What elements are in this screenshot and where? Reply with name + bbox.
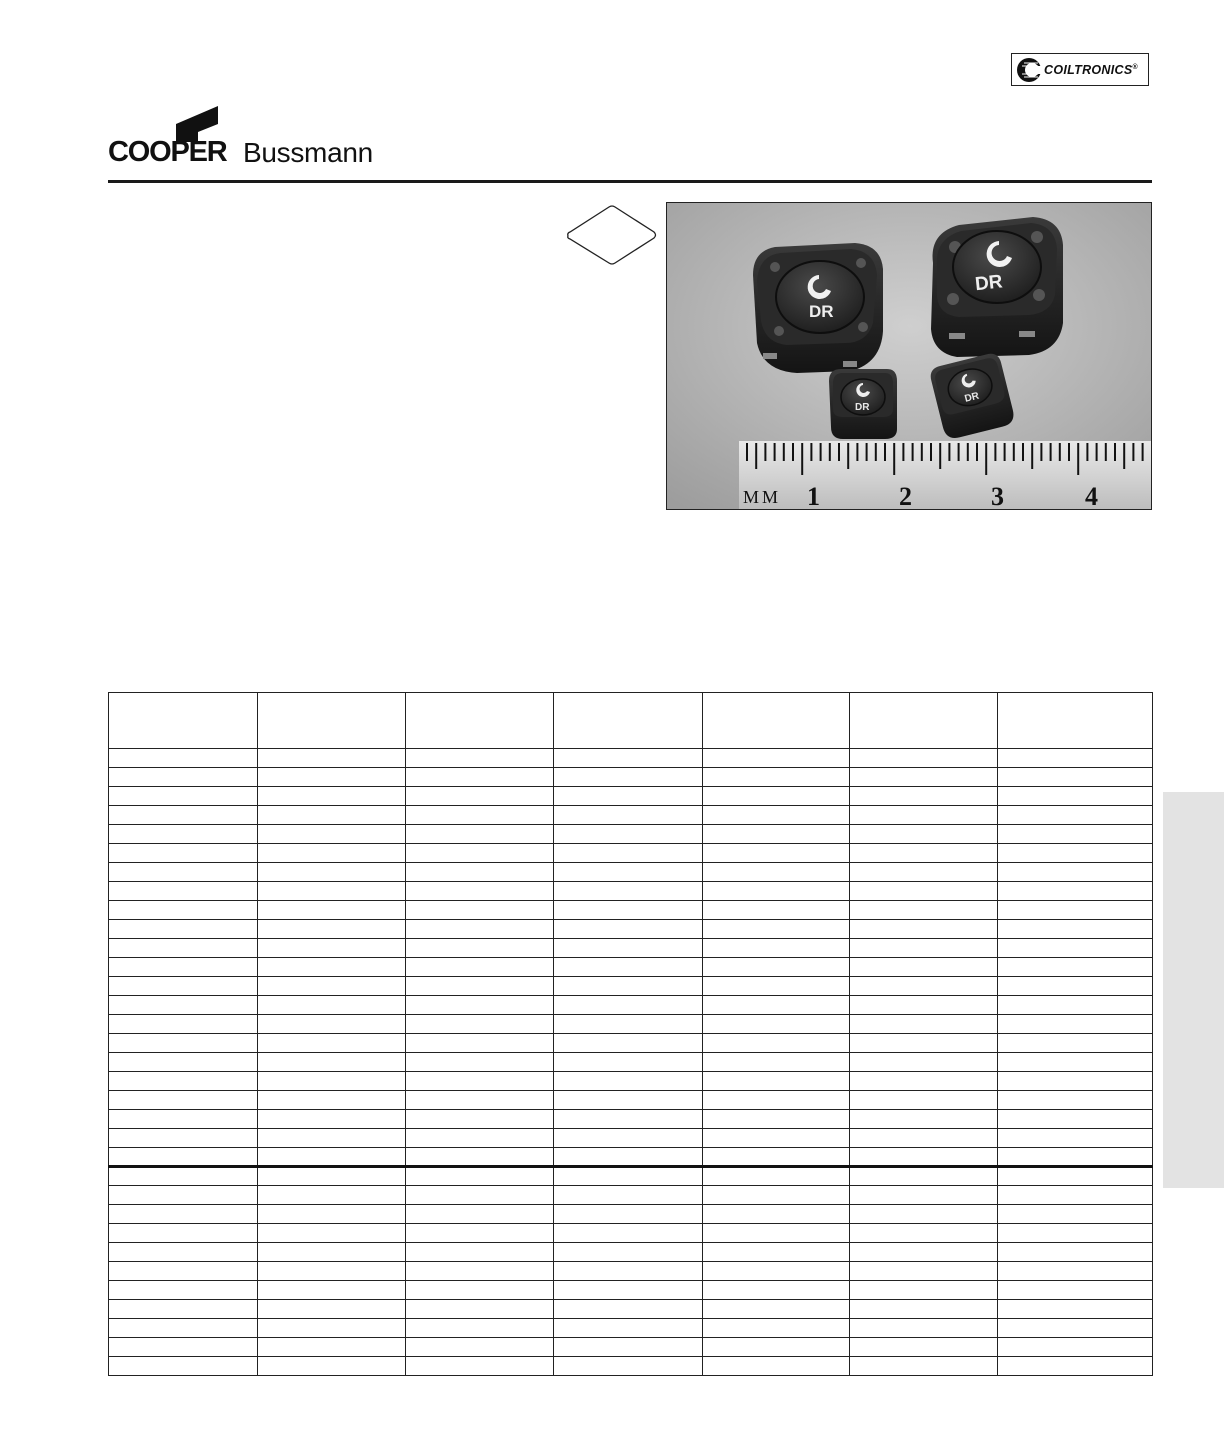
table-cell bbox=[109, 806, 258, 825]
table-cell bbox=[258, 1034, 406, 1053]
table-cell bbox=[703, 1186, 850, 1205]
table-cell bbox=[109, 1262, 258, 1281]
ruler bbox=[739, 441, 1152, 510]
table-cell bbox=[850, 1338, 998, 1357]
table-cell bbox=[703, 1357, 850, 1376]
table-cell bbox=[998, 806, 1153, 825]
table-cell bbox=[554, 768, 703, 787]
table-cell bbox=[109, 901, 258, 920]
table-cell bbox=[850, 1072, 998, 1091]
table-cell bbox=[554, 844, 703, 863]
table-cell bbox=[998, 1281, 1153, 1300]
table-cell bbox=[109, 1319, 258, 1338]
table-cell bbox=[109, 1148, 258, 1167]
table-row bbox=[109, 1129, 1153, 1148]
table-cell bbox=[998, 1034, 1153, 1053]
table-cell bbox=[703, 996, 850, 1015]
table-row bbox=[109, 1110, 1153, 1129]
table-cell bbox=[703, 901, 850, 920]
table-row bbox=[109, 768, 1153, 787]
table-cell bbox=[703, 1319, 850, 1338]
table-cell bbox=[406, 920, 554, 939]
ruler-number-3: 3 bbox=[991, 482, 1004, 510]
table-cell bbox=[554, 977, 703, 996]
table-cell bbox=[258, 806, 406, 825]
table-cell bbox=[109, 1186, 258, 1205]
table-header-cell bbox=[554, 693, 703, 749]
table-cell bbox=[258, 1129, 406, 1148]
table-cell bbox=[258, 1148, 406, 1167]
table-cell bbox=[109, 939, 258, 958]
ruler-number-2: 2 bbox=[899, 482, 912, 510]
table-cell bbox=[554, 1262, 703, 1281]
table-header-row bbox=[109, 693, 1153, 749]
header-rule bbox=[108, 180, 1152, 183]
table-cell bbox=[850, 1205, 998, 1224]
table-cell bbox=[258, 1262, 406, 1281]
cooper-bussmann-logo bbox=[108, 104, 408, 170]
table-cell bbox=[109, 1034, 258, 1053]
table-cell bbox=[850, 939, 998, 958]
table-cell bbox=[258, 1110, 406, 1129]
table-cell bbox=[554, 825, 703, 844]
table-cell bbox=[554, 958, 703, 977]
table-cell bbox=[850, 1148, 998, 1167]
logo-bussmann-text: Bussmann bbox=[243, 137, 373, 168]
table-cell bbox=[554, 1281, 703, 1300]
table-row bbox=[109, 1072, 1153, 1091]
table-cell bbox=[850, 958, 998, 977]
table-cell bbox=[406, 939, 554, 958]
table-row bbox=[109, 749, 1153, 768]
table-cell bbox=[109, 863, 258, 882]
table-cell bbox=[998, 1072, 1153, 1091]
table-cell bbox=[850, 1243, 998, 1262]
table-cell bbox=[554, 1319, 703, 1338]
table-cell bbox=[258, 787, 406, 806]
inductor-large-left-marking: DR bbox=[809, 302, 834, 321]
table-header-cell bbox=[406, 693, 554, 749]
table-cell bbox=[554, 1243, 703, 1262]
table-cell bbox=[998, 1167, 1153, 1186]
table-cell bbox=[554, 1205, 703, 1224]
table-cell bbox=[258, 825, 406, 844]
table-cell bbox=[703, 939, 850, 958]
table-cell bbox=[406, 806, 554, 825]
table-cell bbox=[406, 1129, 554, 1148]
table-cell bbox=[258, 1224, 406, 1243]
diamond-badge bbox=[565, 205, 659, 267]
table-cell bbox=[406, 787, 554, 806]
inductor-small-left bbox=[829, 369, 897, 439]
table-cell bbox=[850, 1357, 998, 1376]
ruler-unit-label: MM bbox=[743, 487, 782, 507]
table-row bbox=[109, 844, 1153, 863]
table-cell bbox=[554, 1338, 703, 1357]
table-cell bbox=[406, 1205, 554, 1224]
table-cell bbox=[554, 1357, 703, 1376]
table-cell bbox=[850, 844, 998, 863]
coiltronics-wordmark: COILTRONICS® bbox=[1044, 62, 1138, 77]
table-cell bbox=[109, 768, 258, 787]
table-cell bbox=[109, 1129, 258, 1148]
table-cell bbox=[703, 1129, 850, 1148]
table-cell bbox=[554, 1053, 703, 1072]
table-cell bbox=[554, 1034, 703, 1053]
table-cell bbox=[554, 1015, 703, 1034]
table-cell bbox=[850, 1034, 998, 1053]
table-cell bbox=[406, 958, 554, 977]
table-cell bbox=[406, 844, 554, 863]
table-cell bbox=[406, 1300, 554, 1319]
table-cell bbox=[554, 1186, 703, 1205]
table-cell bbox=[703, 1091, 850, 1110]
table-cell bbox=[109, 1072, 258, 1091]
table-row bbox=[109, 996, 1153, 1015]
table-cell bbox=[850, 1129, 998, 1148]
inductor-small-left-marking: DR bbox=[855, 402, 870, 413]
table-cell bbox=[703, 1072, 850, 1091]
table-cell bbox=[998, 1053, 1153, 1072]
table-cell bbox=[258, 1091, 406, 1110]
table-cell bbox=[554, 806, 703, 825]
table-row bbox=[109, 1091, 1153, 1110]
table-cell bbox=[850, 787, 998, 806]
table-cell bbox=[998, 768, 1153, 787]
table-cell bbox=[258, 996, 406, 1015]
inductor-small-right-marking: DR bbox=[963, 390, 981, 405]
table-cell bbox=[998, 1129, 1153, 1148]
logo-cooper-text: COOPER bbox=[108, 136, 227, 168]
table-row bbox=[109, 1186, 1153, 1205]
table-cell bbox=[850, 806, 998, 825]
table-cell bbox=[998, 901, 1153, 920]
table-cell bbox=[703, 920, 850, 939]
table-cell bbox=[554, 1110, 703, 1129]
table-cell bbox=[554, 1167, 703, 1186]
table-cell bbox=[703, 1148, 850, 1167]
table-cell bbox=[406, 1186, 554, 1205]
table-cell bbox=[850, 749, 998, 768]
table-cell bbox=[554, 863, 703, 882]
table-cell bbox=[703, 863, 850, 882]
table-cell bbox=[998, 1243, 1153, 1262]
table-cell bbox=[258, 920, 406, 939]
table-cell bbox=[406, 1224, 554, 1243]
table-cell bbox=[258, 1300, 406, 1319]
table-row bbox=[109, 1167, 1153, 1186]
table-cell bbox=[998, 1186, 1153, 1205]
table-cell bbox=[406, 882, 554, 901]
table-cell bbox=[406, 996, 554, 1015]
table-cell bbox=[850, 1281, 998, 1300]
table-cell bbox=[703, 1053, 850, 1072]
table-cell bbox=[850, 977, 998, 996]
table-cell bbox=[850, 1300, 998, 1319]
table-cell bbox=[258, 1167, 406, 1186]
table-row bbox=[109, 1281, 1153, 1300]
table-cell bbox=[850, 1053, 998, 1072]
table-cell bbox=[703, 1167, 850, 1186]
table-row bbox=[109, 1243, 1153, 1262]
table-cell bbox=[554, 882, 703, 901]
table-cell bbox=[258, 1338, 406, 1357]
table-cell bbox=[703, 1205, 850, 1224]
table-header-cell bbox=[703, 693, 850, 749]
table-cell bbox=[998, 882, 1153, 901]
table-cell bbox=[258, 1072, 406, 1091]
table-cell bbox=[703, 1243, 850, 1262]
table-cell bbox=[406, 863, 554, 882]
table-cell bbox=[850, 996, 998, 1015]
table-cell bbox=[850, 1167, 998, 1186]
table-cell bbox=[109, 1091, 258, 1110]
table-row bbox=[109, 1205, 1153, 1224]
table-cell bbox=[554, 1148, 703, 1167]
table-cell bbox=[998, 863, 1153, 882]
table-cell bbox=[703, 882, 850, 901]
table-cell bbox=[554, 1072, 703, 1091]
table-cell bbox=[850, 1091, 998, 1110]
table-cell bbox=[998, 1224, 1153, 1243]
table-cell bbox=[406, 1091, 554, 1110]
table-cell bbox=[554, 1091, 703, 1110]
table-cell bbox=[703, 977, 850, 996]
table-cell bbox=[554, 749, 703, 768]
table-cell bbox=[109, 920, 258, 939]
table-cell bbox=[703, 749, 850, 768]
table-cell bbox=[703, 1338, 850, 1357]
table-cell bbox=[998, 787, 1153, 806]
table-cell bbox=[998, 1110, 1153, 1129]
table-cell bbox=[258, 1319, 406, 1338]
table-cell bbox=[109, 1300, 258, 1319]
table-cell bbox=[258, 1015, 406, 1034]
table-cell bbox=[554, 1129, 703, 1148]
table-cell bbox=[406, 1015, 554, 1034]
table-cell bbox=[258, 1205, 406, 1224]
table-cell bbox=[406, 1034, 554, 1053]
table-cell bbox=[109, 1110, 258, 1129]
table-cell bbox=[406, 1243, 554, 1262]
table-cell bbox=[258, 749, 406, 768]
table-header-cell bbox=[850, 693, 998, 749]
table-cell bbox=[998, 1205, 1153, 1224]
table-cell bbox=[406, 1148, 554, 1167]
table-cell bbox=[109, 1357, 258, 1376]
table-cell bbox=[998, 1015, 1153, 1034]
table-cell bbox=[703, 958, 850, 977]
table-cell bbox=[998, 1357, 1153, 1376]
table-cell bbox=[109, 1243, 258, 1262]
table-cell bbox=[703, 1281, 850, 1300]
table-cell bbox=[406, 749, 554, 768]
table-row bbox=[109, 977, 1153, 996]
table-cell bbox=[554, 939, 703, 958]
table-cell bbox=[703, 844, 850, 863]
table-cell bbox=[703, 806, 850, 825]
table-cell bbox=[850, 1262, 998, 1281]
table-cell bbox=[406, 1281, 554, 1300]
table-row bbox=[109, 1053, 1153, 1072]
table-cell bbox=[109, 1015, 258, 1034]
table-cell bbox=[850, 768, 998, 787]
table-cell bbox=[998, 1148, 1153, 1167]
table-cell bbox=[258, 977, 406, 996]
table-header-cell bbox=[109, 693, 258, 749]
table-cell bbox=[850, 882, 998, 901]
table-cell bbox=[850, 1110, 998, 1129]
table-cell bbox=[406, 1072, 554, 1091]
inductor-large-right bbox=[931, 217, 1063, 357]
table-cell bbox=[703, 1034, 850, 1053]
table-cell bbox=[998, 1338, 1153, 1357]
table-header-cell bbox=[998, 693, 1153, 749]
table-cell bbox=[406, 1357, 554, 1376]
table-cell bbox=[258, 1186, 406, 1205]
table-row bbox=[109, 958, 1153, 977]
table-row bbox=[109, 1224, 1153, 1243]
table-cell bbox=[109, 749, 258, 768]
table-cell bbox=[406, 1262, 554, 1281]
table-cell bbox=[703, 787, 850, 806]
table-cell bbox=[703, 768, 850, 787]
table-row bbox=[109, 1357, 1153, 1376]
table-cell bbox=[998, 1300, 1153, 1319]
table-cell bbox=[554, 996, 703, 1015]
table-cell bbox=[554, 901, 703, 920]
table-cell bbox=[109, 882, 258, 901]
table-row bbox=[109, 920, 1153, 939]
table-cell bbox=[109, 844, 258, 863]
table-cell bbox=[998, 939, 1153, 958]
table-cell bbox=[554, 787, 703, 806]
ruler-number-1: 1 bbox=[807, 482, 820, 510]
side-tab bbox=[1163, 792, 1224, 1188]
table-row bbox=[109, 1319, 1153, 1338]
table-cell bbox=[258, 1243, 406, 1262]
table-cell bbox=[703, 1224, 850, 1243]
table-cell bbox=[258, 1281, 406, 1300]
table-cell bbox=[703, 825, 850, 844]
table-cell bbox=[850, 920, 998, 939]
table-cell bbox=[850, 901, 998, 920]
table-row bbox=[109, 1148, 1153, 1167]
table-cell bbox=[406, 825, 554, 844]
table-cell bbox=[109, 1224, 258, 1243]
table-cell bbox=[258, 844, 406, 863]
table-row bbox=[109, 901, 1153, 920]
table-cell bbox=[850, 1224, 998, 1243]
table-cell bbox=[406, 1338, 554, 1357]
table-cell bbox=[109, 1205, 258, 1224]
table-cell bbox=[109, 1338, 258, 1357]
table-row bbox=[109, 1300, 1153, 1319]
table-cell bbox=[850, 1186, 998, 1205]
table-cell bbox=[406, 1167, 554, 1186]
table-cell bbox=[109, 787, 258, 806]
table-cell bbox=[998, 920, 1153, 939]
table-row bbox=[109, 863, 1153, 882]
table-cell bbox=[258, 901, 406, 920]
table-cell bbox=[109, 958, 258, 977]
coiltronics-logo bbox=[1011, 53, 1149, 86]
table-cell bbox=[850, 1319, 998, 1338]
specification-table bbox=[108, 692, 1153, 1376]
table-cell bbox=[998, 958, 1153, 977]
table-cell bbox=[406, 1110, 554, 1129]
table-cell bbox=[258, 958, 406, 977]
table-cell bbox=[258, 1357, 406, 1376]
table-cell bbox=[998, 1262, 1153, 1281]
table-cell bbox=[998, 1091, 1153, 1110]
table-cell bbox=[850, 863, 998, 882]
table-cell bbox=[258, 1053, 406, 1072]
table-cell bbox=[109, 1167, 258, 1186]
table-cell bbox=[998, 996, 1153, 1015]
table-cell bbox=[998, 844, 1153, 863]
table-cell bbox=[258, 768, 406, 787]
table-cell bbox=[109, 825, 258, 844]
table-cell bbox=[406, 901, 554, 920]
table-cell bbox=[998, 825, 1153, 844]
table-cell bbox=[703, 1300, 850, 1319]
product-photo bbox=[666, 202, 1152, 510]
table-cell bbox=[703, 1110, 850, 1129]
table-header-cell bbox=[258, 693, 406, 749]
table-row bbox=[109, 787, 1153, 806]
table-cell bbox=[703, 1262, 850, 1281]
ruler-number-4: 4 bbox=[1085, 482, 1098, 510]
table-row bbox=[109, 882, 1153, 901]
inductor-large-left bbox=[753, 243, 883, 373]
inductor-large-right-marking: DR bbox=[974, 271, 1004, 296]
table-cell bbox=[998, 1319, 1153, 1338]
table-cell bbox=[850, 1015, 998, 1034]
table-cell bbox=[703, 1015, 850, 1034]
table-cell bbox=[998, 977, 1153, 996]
table-cell bbox=[109, 1281, 258, 1300]
table-row bbox=[109, 1262, 1153, 1281]
table-cell bbox=[258, 882, 406, 901]
table-cell bbox=[850, 825, 998, 844]
table-cell bbox=[406, 768, 554, 787]
table-cell bbox=[258, 939, 406, 958]
table-cell bbox=[109, 996, 258, 1015]
table-row bbox=[109, 806, 1153, 825]
table-cell bbox=[109, 1053, 258, 1072]
table-cell bbox=[406, 1319, 554, 1338]
table-row bbox=[109, 1015, 1153, 1034]
table-cell bbox=[406, 1053, 554, 1072]
table-cell bbox=[998, 749, 1153, 768]
table-cell bbox=[554, 920, 703, 939]
table-row bbox=[109, 1338, 1153, 1357]
coiltronics-c-icon bbox=[1016, 57, 1042, 83]
table-cell bbox=[258, 863, 406, 882]
table-cell bbox=[554, 1224, 703, 1243]
table-cell bbox=[554, 1300, 703, 1319]
table-row bbox=[109, 939, 1153, 958]
table-row bbox=[109, 825, 1153, 844]
table-row bbox=[109, 1034, 1153, 1053]
table-cell bbox=[109, 977, 258, 996]
table-cell bbox=[406, 977, 554, 996]
